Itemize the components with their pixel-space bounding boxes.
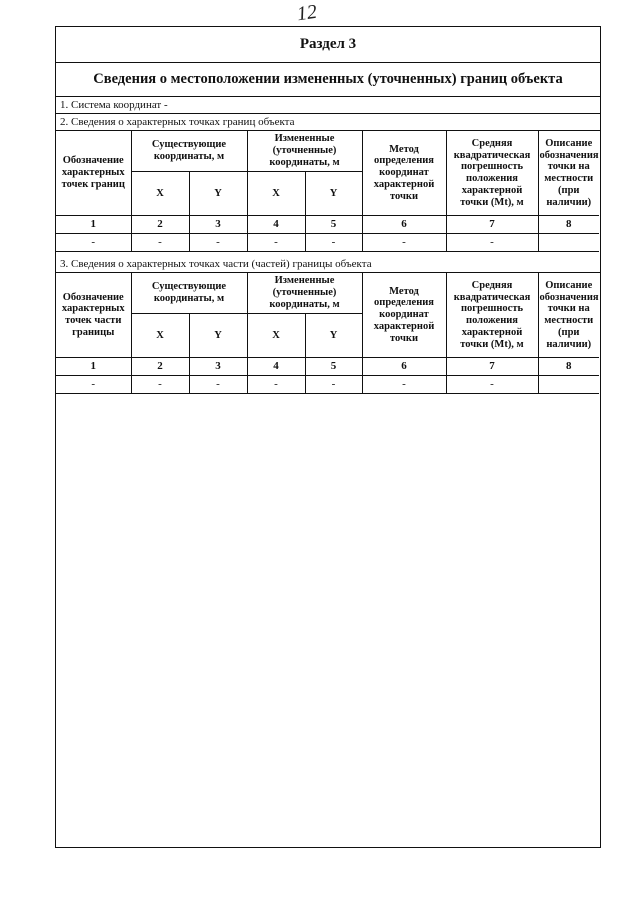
header-mean-error: Средняя квадратическая погрешность положения характерной точки (Mt), м: [446, 131, 538, 216]
table-cell: -: [131, 376, 189, 394]
header-changed-x: X: [247, 314, 305, 358]
part-boundary-points-table: [56, 273, 599, 394]
header-method: Метод определения координат характерной точки: [362, 273, 446, 358]
header-description: Описание обозначения точки на местности (при наличии): [538, 273, 599, 358]
table-cell: [538, 376, 599, 394]
column-number: 6: [362, 216, 446, 234]
column-number: 7: [446, 358, 538, 376]
table-cell: [538, 234, 599, 252]
header-point-designation: Обозначение характерных точек части границы: [56, 273, 131, 358]
column-number: 3: [189, 216, 247, 234]
header-existing-y: Y: [189, 314, 247, 358]
page-number: 12: [295, 0, 319, 26]
table-cell: -: [189, 234, 247, 252]
header-existing-coords: Существующие координаты, м: [131, 273, 247, 314]
column-number: 7: [446, 216, 538, 234]
table-cell: -: [446, 234, 538, 252]
part3-label: 3. Сведения о характерных точках части (частей) границы объекта: [56, 256, 600, 273]
table-cell: -: [362, 234, 446, 252]
column-number: 5: [305, 358, 362, 376]
part2-label: 2. Сведения о характерных точках границ объекта: [56, 114, 600, 131]
column-number: 1: [56, 358, 131, 376]
document-title: Сведения о местоположении измененных (уточненных) границ объекта: [56, 63, 600, 97]
table-cell: -: [56, 234, 131, 252]
column-number: 2: [131, 216, 189, 234]
header-existing-x: X: [131, 314, 189, 358]
header-changed-coords: Измененные (уточненные) координаты, м: [247, 131, 362, 172]
column-number: 8: [538, 358, 599, 376]
column-number: 4: [247, 216, 305, 234]
table-cell: -: [305, 376, 362, 394]
header-existing-coords: Существующие координаты, м: [131, 131, 247, 172]
table-cell: -: [446, 376, 538, 394]
header-existing-y: Y: [189, 172, 247, 216]
header-changed-y: Y: [305, 314, 362, 358]
column-number-row: [56, 358, 599, 376]
table-cell: -: [362, 376, 446, 394]
column-number: 3: [189, 358, 247, 376]
header-mean-error: Средняя квадратическая погрешность положения характерной точки (Mt), м: [446, 273, 538, 358]
table-cell: -: [247, 234, 305, 252]
table-cell: -: [247, 376, 305, 394]
header-description: Описание обозначения точки на местности (при наличии): [538, 131, 599, 216]
column-number: 8: [538, 216, 599, 234]
column-number: 5: [305, 216, 362, 234]
table-row: [56, 234, 599, 252]
header-existing-x: X: [131, 172, 189, 216]
column-number: 1: [56, 216, 131, 234]
boundary-points-table: [56, 131, 599, 252]
column-number: 6: [362, 358, 446, 376]
table-cell: -: [189, 376, 247, 394]
column-number: 2: [131, 358, 189, 376]
column-number-row: [56, 216, 599, 234]
section-title: Раздел 3: [56, 27, 600, 63]
document-frame: [55, 26, 601, 848]
header-changed-coords: Измененные (уточненные) координаты, м: [247, 273, 362, 314]
header-method: Метод определения координат характерной точки: [362, 131, 446, 216]
header-changed-x: X: [247, 172, 305, 216]
table-row: [56, 376, 599, 394]
coordinate-system-line: 1. Система координат -: [56, 97, 600, 114]
table-cell: -: [131, 234, 189, 252]
header-point-designation: Обозначение характерных точек границ: [56, 131, 131, 216]
header-changed-y: Y: [305, 172, 362, 216]
column-number: 4: [247, 358, 305, 376]
table-cell: -: [305, 234, 362, 252]
table-cell: -: [56, 376, 131, 394]
